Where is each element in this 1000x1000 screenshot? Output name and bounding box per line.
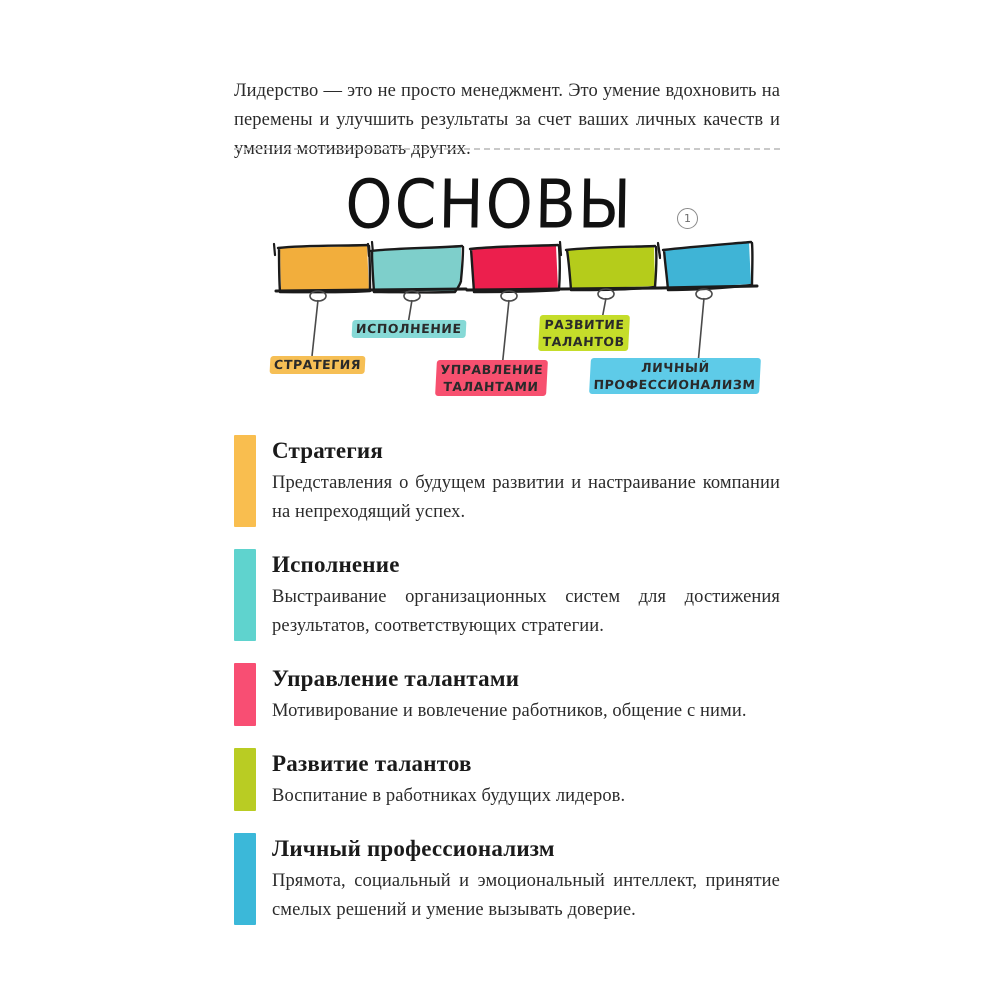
fundamentals-diagram — [234, 160, 780, 418]
list-item-title: Развитие талантов — [272, 751, 472, 776]
diagram-label-personal-leadership — [589, 358, 761, 394]
list-item-description: Представления о будущем развитии и настраивание компании на непреходящий успех. — [272, 473, 780, 522]
accent-bar-talent-development — [234, 748, 256, 811]
diagram-label-talent-management-line2: ТАЛАНТАМИ — [442, 379, 539, 394]
list-item-title: Личный профессионализм — [272, 836, 555, 861]
accent-bar-execution — [234, 549, 256, 641]
list-item-description: Мотивирование и вовлечение работников, общение с ними. — [272, 701, 747, 721]
list-item — [234, 549, 780, 641]
diagram-label-personal-leadership-line1: ЛИЧНЫЙ — [640, 360, 711, 375]
accent-bar-strategy — [234, 435, 256, 527]
principles-list — [234, 435, 780, 947]
diagram-label-talent-development — [538, 315, 630, 351]
list-item-description: Воспитание в работниках будущих лидеров. — [272, 786, 626, 806]
list-item-body — [272, 435, 780, 527]
list-item-body — [272, 663, 780, 726]
diagram-label-talent-management — [435, 360, 548, 396]
step-number-badge: 1 — [677, 208, 698, 229]
list-item — [234, 435, 780, 527]
list-item-body — [272, 549, 780, 641]
list-item-description: Прямота, социальный и эмоциональный интеллект, принятие смелых решений и умение вызывать доверие. — [272, 871, 780, 920]
diagram-box-personal-leadership — [658, 242, 757, 364]
diagram-label-strategy: СТРАТЕГИЯ — [270, 356, 366, 374]
list-item-description: Выстраивание организационных систем для достижения результатов, соответствующих стратегии. — [272, 587, 780, 636]
list-item-title: Исполнение — [272, 552, 400, 577]
list-item-body — [272, 833, 780, 925]
diagram-label-talent-development-line2: ТАЛАНТОВ — [542, 334, 626, 349]
accent-bar-personal-leadership — [234, 833, 256, 925]
diagram-title: ОСНОВЫ — [344, 166, 634, 245]
accent-bar-talent-management — [234, 663, 256, 726]
diagram-label-talent-development-line1: РАЗВИТИЕ — [544, 317, 625, 332]
intro-paragraph: Лидерство — это не просто менеджмент. Это умение вдохновить на перемены и улучшить результаты за счет ваших личных качеств и умения мотивировать других. — [234, 80, 780, 159]
list-item-title: Управление талантами — [272, 666, 520, 691]
list-item — [234, 663, 780, 726]
diagram-label-personal-leadership-line2: ПРОФЕССИОНАЛИЗМ — [593, 377, 756, 392]
list-item — [234, 748, 780, 811]
diagram-box-strategy — [274, 242, 374, 356]
diagram-label-talent-management-line1: УПРАВЛЕНИЕ — [440, 362, 544, 377]
list-item-title: Стратегия — [272, 438, 384, 463]
list-item-body — [272, 748, 780, 811]
list-item — [234, 833, 780, 925]
diagram-label-execution: ИСПОЛНЕНИЕ — [352, 320, 467, 338]
section-divider — [234, 148, 780, 150]
